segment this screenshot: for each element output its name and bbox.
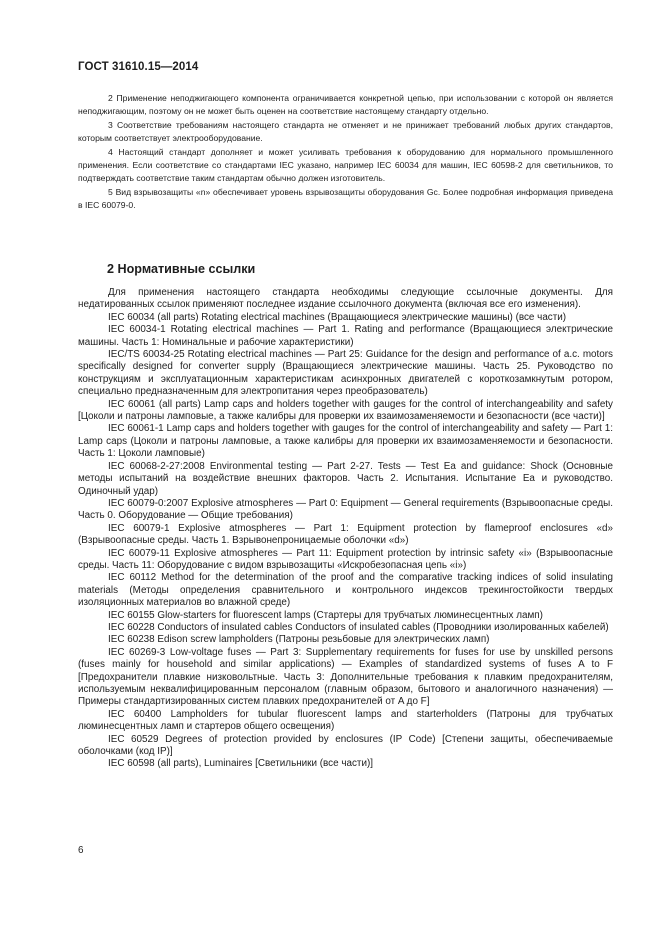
note-paragraph: 5 Вид взрывозащиты «n» обеспечивает уровень взрывозащиты оборудования Gc. Более подробная информация приведена в IEC 60079-0. (78, 186, 613, 210)
reference-item: IEC 60400 Lampholders for tubular fluorescent lamps and starterholders (Патроны для трубчатых люминесцентных ламп и стартеров общего освещения) (78, 708, 613, 733)
reference-item: IEC 60228 Conductors of insulated cables Conductors of insulated cables (Проводники изолированных кабелей) (108, 621, 609, 633)
reference-item: IEC 60034 (all parts) Rotating electrical machines (Вращающиеся электрические машины) (все части) (108, 311, 567, 323)
reference-item: IEC 60238 Edison screw lampholders (Патроны резьбовые для электрических ламп) (108, 634, 490, 646)
note-paragraph: 3 Соответствие требованиям настоящего стандарта не отменяет и не принижает требований любых других стандартов, которым соответствует электрооборудование. (78, 119, 613, 143)
references-body (78, 287, 613, 771)
reference-item: IEC 60079-11 Explosive atmospheres — Part 11: Equipment protection by intrinsic safety «i» (Взрывоопасные среды. Часть 11: Оборудование с видом взрывозащиты «Искробезопасная цепь «i») (78, 547, 613, 571)
reference-item: IEC 60034-1 Rotating electrical machines — Part 1. Rating and performance (Вращающиеся электрические машины. Часть 1: Номинальные и рабочие характеристики) (78, 324, 613, 348)
reference-item: IEC 60529 Degrees of protection provided by enclosures (IP Code) [Степени защиты, обеспечиваемые оболочками (код IP)] (78, 733, 613, 758)
reference-item: IEC 60061 (all parts) Lamp caps and holders together with gauges for the control of interchangeability and safety [Цоколи и патроны ламповые, а также калибры для проверки их взаимозаменяемости и безопасности (все части)] (78, 398, 613, 423)
note-paragraph: 4 Настоящий стандарт дополняет и может усиливать требования к оборудованию для нормального промышленного применения. Если соответствие со стандартами IEC указано, например IEC 60034 для машин, IEC 60598-2 для светильников, то подтверждать соответствие таким стандартам обычно должен изготовитель. (78, 146, 613, 183)
reference-item: IEC 60068-2-27:2008 Environmental testing — Part 2-27. Tests — Test Ea and guidance: Shock (Основные методы испытаний на воздействие внешних факторов. Часть 2. Испытания. Испытание Ea и руководство. Одиночный удар) (78, 460, 613, 497)
intro-paragraph: Для применения настоящего стандарта необходимы следующие ссылочные документы. Для недатированных ссылок применяют последнее издание ссылочного документа (включая все его изменения). (78, 287, 613, 311)
reference-item: IEC/TS 60034-25 Rotating electrical machines — Part 25: Guidance for the design and performance of a.c. motors specifically designed for converter supply (Вращающиеся электрические машины. Часть 25. Руководство по конструкциям и эксплуатационным характеристикам асинхронных двигателей с короткозамкнутым ротором, специально предназначенным для электропитания через преобразователь) (78, 349, 613, 398)
reference-item: IEC 60079-0:2007 Explosive atmospheres — Part 0: Equipment — General requirements (Взрывоопасные среды. Часть 0. Оборудование — Общие требования) (78, 497, 613, 522)
notes-block (78, 92, 613, 213)
standard-header: ГОСТ 31610.15—2014 (78, 61, 199, 73)
reference-item: IEC 60598 (all parts), Luminaires [Светильники (все части)] (108, 758, 374, 770)
reference-item: IEC 60155 Glow-starters for fluorescent lamps (Стартеры для трубчатых люминесцентных ламп) (108, 609, 543, 621)
page-number: 6 (78, 845, 84, 856)
note-paragraph: 2 Применение неподжигающего компонента ограничивается конкретной цепью, при использовании с которой он является неподжигающим, поэтому он не может быть оценен на соответствие настоящему стандарту отдельно. (78, 93, 613, 116)
reference-item: IEC 60269-3 Low-voltage fuses — Part 3: Supplementary requirements for fuses for use by unskilled persons (fuses mainly for household and similar applications) — Examples of standardized systems of fuses A to F [Предохранители плавкие низковольтные. Часть 3: Дополнительные требования к плавким предохранителям, используемым неквалифицированным персоналом (главным образом, бытового и аналогичного назначения) — Примеры стандартизированных систем плавких предохранителей от A до F] (78, 646, 613, 708)
reference-item: IEC 60112 Method for the determination of the proof and the comparative tracking indices of solid insulating materials (Методы определения сравнительного и контрольного индексов трекингостойкости твердых изоляционных материалов во влажной среде) (78, 572, 613, 609)
reference-item: IEC 60061-1 Lamp caps and holders together with gauges for the control of interchangeability and safety — Part 1: Lamp caps (Цоколи и патроны ламповые, а также калибры для проверки их взаимозаменяемости и безопасности. Часть 1: Цоколи ламповые) (78, 423, 613, 460)
section-title: 2 Нормативные ссылки (107, 262, 256, 276)
reference-item: IEC 60079-1 Explosive atmospheres — Part 1: Equipment protection by flameproof enclosures «d» (Взрывоопасные среды. Часть 1. Взрывонепроницаемые оболочки «d») (78, 522, 613, 547)
